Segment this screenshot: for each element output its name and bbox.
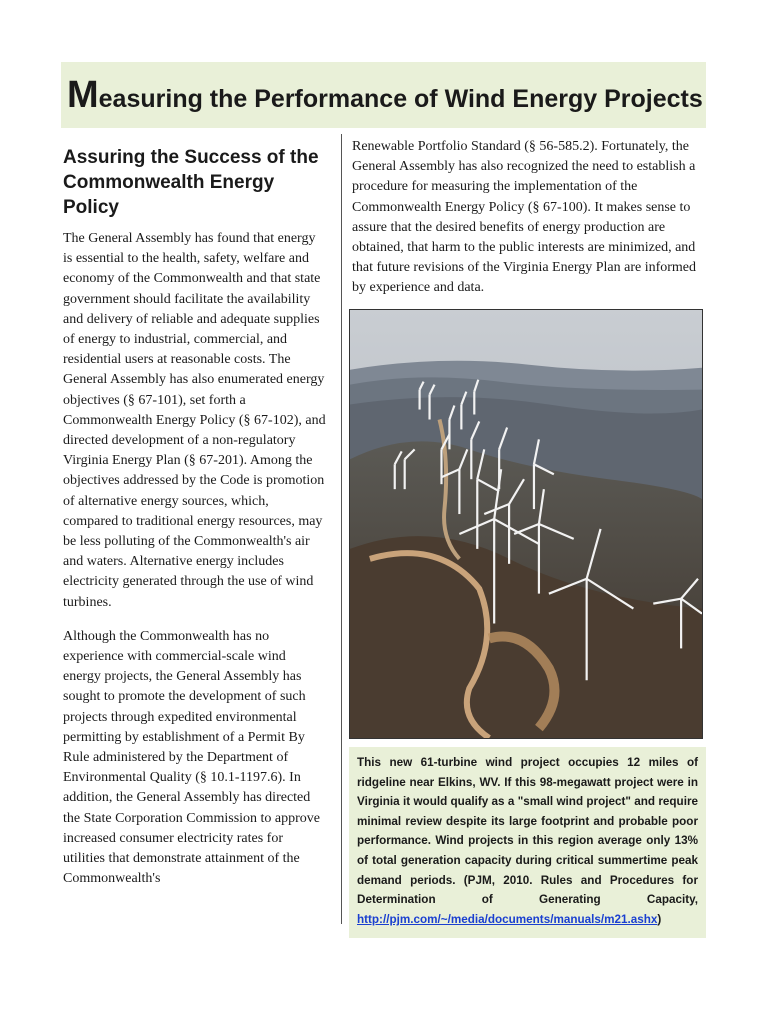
title-rest: easuring the Performance of Wind Energy Projects <box>98 85 703 113</box>
wind-farm-photo <box>349 309 703 739</box>
column-divider <box>341 134 342 924</box>
left-paragraph-1: The General Assembly has found that energy is essential to the health, safety, welfare and economy of the Commonwealth and that state government should facilitate the availability and delivery of reliable and adequate supplies of energy to industrial, commercial, and residential users at reasonable costs. The General Assembly has also enumerated energy objectives (§ 67-101), set forth a Commonwealth Energy Policy (§ 67-102), and directed development of a non-regulatory Virginia Energy Plan (§ 67-201). Among the objectives addressed by the Code is promotion of alternative energy sources, which, compared to traditional energy resources, may be less polluting of the Commonwealth's air and waters. Alternative energy includes electricity generated through the use of wind turbines. <box>63 231 326 610</box>
caption-close: ) <box>657 912 662 926</box>
left-paragraph-2: Although the Commonwealth has no experience with commercial-scale wind energy projects, the General Assembly has sought to promote the development of such projects through expedited environmental permitting by establishment of a Permit By Rule administered by the Department of Environmental Quality (§ 10.1-1197.6). In addition, the General Assembly has directed the State Corporation Commission to approve increased consumer electricity rates for utilities that demonstrate attainment of the Commonwealth's <box>63 628 321 887</box>
wind-farm-illustration <box>350 310 702 738</box>
right-column <box>352 137 708 299</box>
title-banner <box>61 62 706 128</box>
left-column <box>63 145 326 904</box>
caption-source-link[interactable]: http://pjm.com/~/media/documents/manuals/m21.ashx <box>357 912 658 926</box>
caption-text: This new 61-turbine wind project occupies 12 miles of ridgeline near Elkins, WV. If this 98-megawatt project were in Virginia it would qualify as a "small wind project" and require minimal review despite its large footprint and probable poor performance. Wind projects in this region average only 13% of total generation capacity during critical summertime peak demand periods. (PJM, 2010. Rules and Procedures for Determination of Generating Capacity, <box>357 756 698 907</box>
section-heading: Assuring the Success of the Commonwealth Energy Policy <box>63 147 319 218</box>
right-paragraph: Renewable Portfolio Standard (§ 56-585.2). Fortunately, the General Assembly has also recognized the need to establish a procedure for measuring the implementation of the Commonwealth Energy Policy (§ 67-100). It makes sense to assure that the desired benefits of energy production are obtained, that harm to the public interests are minimized, and that future revisions of the Virginia Energy Plan are informed by experience and data. <box>352 139 697 296</box>
page-title <box>67 74 703 117</box>
photo-caption-box <box>349 747 706 938</box>
title-initial: M <box>67 74 99 116</box>
photo-caption <box>357 753 698 929</box>
